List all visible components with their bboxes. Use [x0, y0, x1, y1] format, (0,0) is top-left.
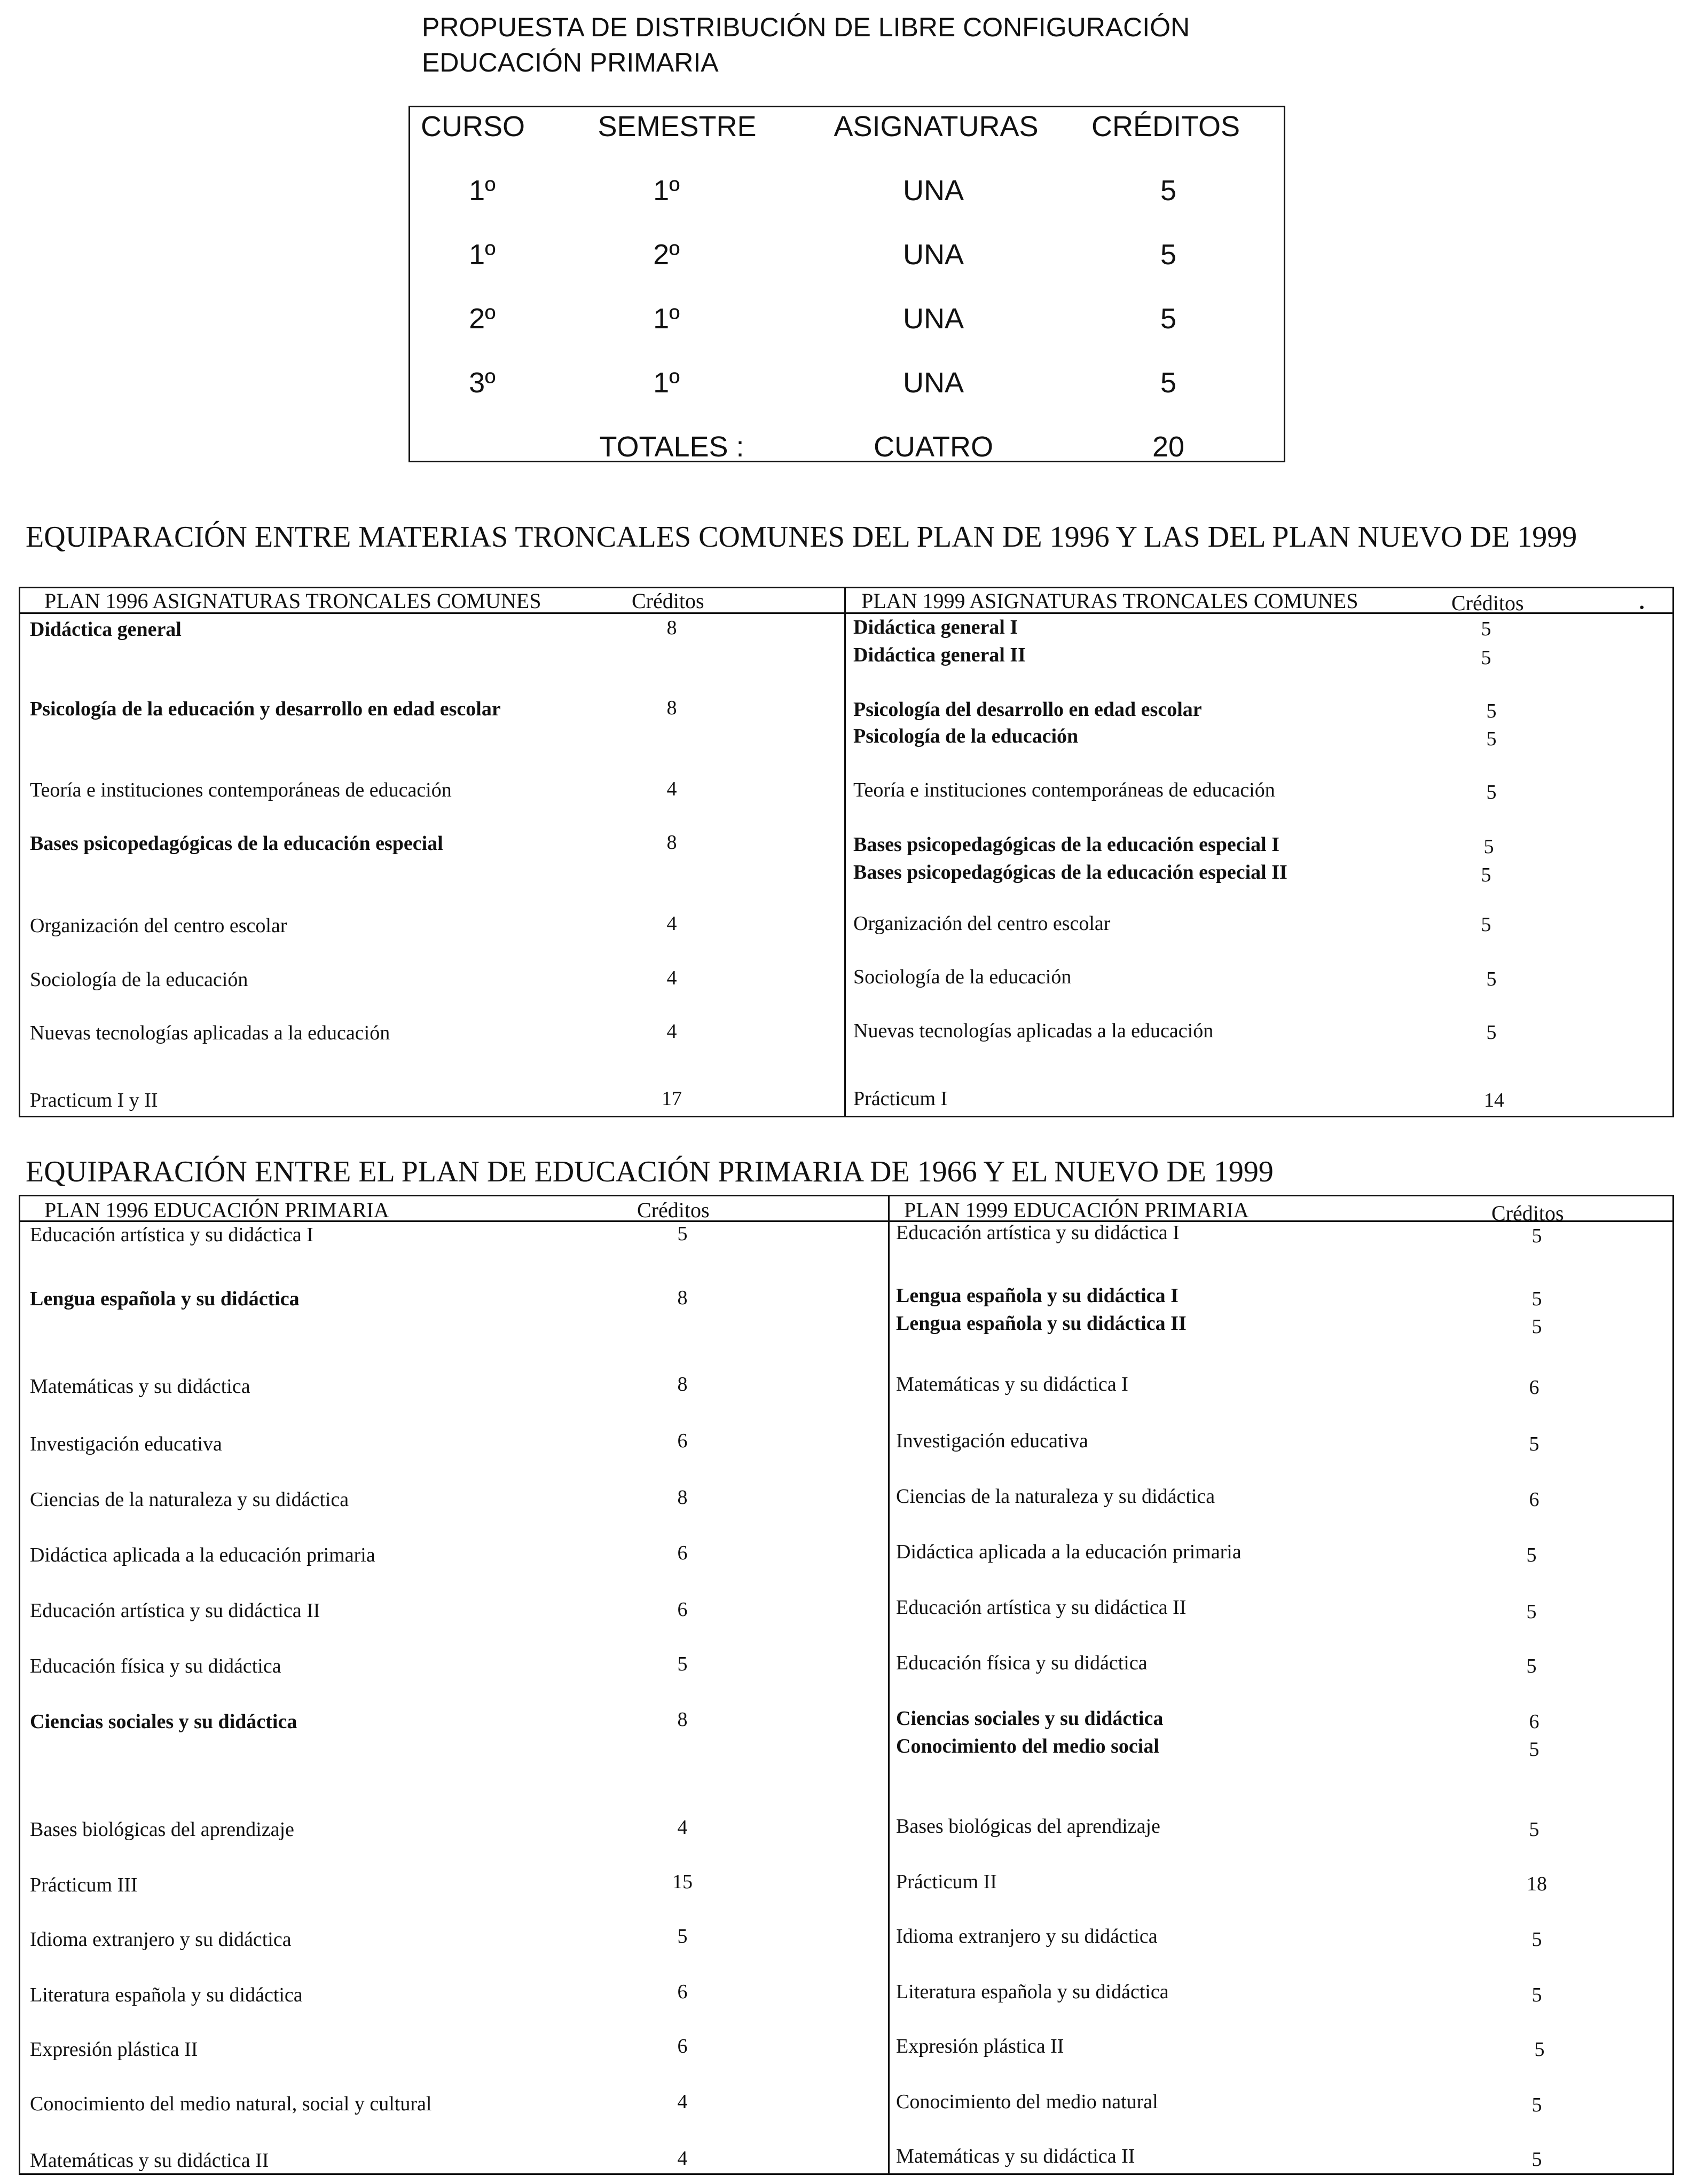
t3-right-credits: 6	[1529, 1376, 1539, 1399]
t2-right-row: Nuevas tecnologías aplicadas a la educación	[853, 1020, 1214, 1042]
section2-title: EQUIPARACIÓN ENTRE MATERIAS TRONCALES COMUNES DEL PLAN DE 1996 Y LAS DEL PLAN NUEVO DE 1999	[26, 521, 1577, 554]
t2-left-credits: 4	[666, 778, 677, 800]
t2-right-credits: 5	[1486, 781, 1497, 803]
t3-right-credits: 5	[1531, 1288, 1542, 1310]
t3-right-row: Idioma extranjero y su didáctica	[896, 1925, 1158, 1948]
t3-left-header: PLAN 1996 EDUCACIÓN PRIMARIA	[44, 1198, 389, 1222]
t2-left-row: Sociología de la educación	[30, 968, 248, 991]
t2-right-credits: 5	[1481, 864, 1491, 886]
t3-right-row: Ciencias sociales y su didáctica	[896, 1707, 1164, 1730]
t2-right-credits: 5	[1486, 968, 1497, 990]
t2-left-row: Nuevas tecnologías aplicadas a la educación	[30, 1022, 390, 1044]
t3-left-row: Educación artística y su didáctica I	[30, 1224, 313, 1246]
t3-right-credits: 5	[1526, 1600, 1537, 1623]
t3-right-credits: 5	[1531, 2094, 1542, 2116]
t2-left-credits: 17	[662, 1087, 682, 1110]
t3-left-row: Matemáticas y su didáctica	[30, 1375, 250, 1398]
libre-configuracion-table	[408, 106, 1285, 462]
t3-left-credits: 6	[677, 2035, 688, 2057]
t2-right-header: PLAN 1999 ASIGNATURAS TRONCALES COMUNES	[861, 589, 1358, 613]
t2-left-row: Psicología de la educación y desarrollo en edad escolar	[30, 698, 501, 720]
t3-right-row: Matemáticas y su didáctica II	[896, 2145, 1135, 2167]
t3-left-credits: 5	[677, 1653, 688, 1675]
t2-left-row: Bases psicopedagógicas de la educación especial	[30, 832, 443, 855]
t3-right-header: PLAN 1999 EDUCACIÓN PRIMARIA	[904, 1198, 1249, 1222]
t3-right-row: Lengua española y su didáctica I	[896, 1284, 1179, 1307]
t3-left-credits: 6	[677, 1430, 688, 1452]
t3-left-row: Idioma extranjero y su didáctica	[30, 1928, 292, 1951]
row-1-creditos: 5	[1160, 175, 1177, 207]
t3-right-row: Educación artística y su didáctica I	[896, 1221, 1180, 1244]
t2-left-credits: 8	[666, 617, 677, 639]
t3-right-credits-header: Créditos	[1491, 1201, 1564, 1225]
t2-left-credits-header: Créditos	[632, 589, 704, 613]
t3-left-credits: 8	[677, 1486, 688, 1509]
t3-right-row: Ciencias de la naturaleza y su didáctica	[896, 1485, 1215, 1508]
t3-left-row: Conocimiento del medio natural, social y cultural	[30, 2093, 432, 2115]
header-curso: CURSO	[421, 111, 525, 143]
primaria-comparison-table	[19, 1195, 1674, 2175]
row-4-creditos: 5	[1160, 367, 1177, 399]
t3-right-row: Literatura española y su didáctica	[896, 1981, 1169, 2003]
t3-left-credits: 15	[672, 1871, 693, 1893]
t2-right-row: Teoría e instituciones contemporáneas de educación	[853, 779, 1275, 801]
t3-right-credits: 5	[1531, 1984, 1542, 2006]
t2-right-row: Prácticum I	[853, 1087, 948, 1110]
troncales-comparison-table	[19, 587, 1674, 1117]
t2-right-row: Didáctica general II	[853, 644, 1026, 666]
t3-right-row: Bases biológicas del aprendizaje	[896, 1815, 1160, 1838]
t2-right-credits: 5	[1486, 1021, 1497, 1044]
header-asignaturas: ASIGNATURAS	[834, 111, 1039, 143]
t3-left-row: Matemáticas y su didáctica II	[30, 2149, 269, 2172]
t3-right-row: Educación física y su didáctica	[896, 1652, 1148, 1674]
t3-left-credits: 8	[677, 1287, 688, 1309]
t3-left-row: Ciencias de la naturaleza y su didáctica	[30, 1488, 349, 1511]
t3-right-credits: 5	[1534, 2038, 1545, 2061]
t3-right-row: Educación artística y su didáctica II	[896, 1596, 1187, 1619]
header-title-line2: EDUCACIÓN PRIMARIA	[422, 48, 719, 77]
t3-right-row: Prácticum II	[896, 1871, 997, 1893]
t3-left-row: Expresión plástica II	[30, 2038, 198, 2061]
t3-right-credits: 5	[1529, 1433, 1539, 1455]
t3-left-row: Educación física y su didáctica	[30, 1655, 281, 1677]
t3-right-credits: 5	[1531, 1225, 1542, 1247]
t3-right-row: Investigación educativa	[896, 1430, 1088, 1452]
t3-right-credits: 5	[1529, 1818, 1539, 1841]
t3-right-credits: 5	[1531, 2148, 1542, 2171]
t3-right-row: Lengua española y su didáctica II	[896, 1312, 1187, 1335]
t3-right-row: Matemáticas y su didáctica I	[896, 1373, 1128, 1395]
row-4-curso: 3º	[469, 367, 496, 399]
t3-left-credits: 4	[677, 2147, 688, 2170]
t3-left-credits: 6	[677, 1542, 688, 1564]
t3-right-row: Expresión plástica II	[896, 2035, 1064, 2057]
t3-left-row: Didáctica aplicada a la educación primaria	[30, 1544, 375, 1566]
totals-asignaturas: CUATRO	[874, 431, 993, 463]
t2-left-credits: 4	[666, 912, 677, 935]
t2-right-credits: 14	[1484, 1089, 1504, 1111]
totals-label: TOTALES :	[599, 431, 744, 463]
row-4-asignaturas: UNA	[902, 367, 964, 399]
t3-right-credits: 18	[1527, 1873, 1547, 1895]
header-title-line1: PROPUESTA DE DISTRIBUCIÓN DE LIBRE CONFIGURACIÓN	[422, 12, 1190, 42]
row-2-curso: 1º	[469, 239, 496, 271]
section3-title: EQUIPARACIÓN ENTRE EL PLAN DE EDUCACIÓN PRIMARIA DE 1966 Y EL NUEVO DE 1999	[26, 1155, 1274, 1188]
t2-right-credits: 5	[1481, 646, 1491, 669]
t3-right-credits: 6	[1529, 1488, 1539, 1511]
t2-right-row: Psicología del desarrollo en edad escolar	[853, 698, 1202, 721]
t2-right-credits: 5	[1486, 700, 1497, 722]
t2-left-credits: 4	[666, 967, 677, 989]
t2-left-row: Practicum I y II	[30, 1089, 158, 1111]
t3-left-row: Lengua española y su didáctica	[30, 1288, 300, 1310]
t2-left-row: Organización del centro escolar	[30, 914, 287, 937]
row-2-asignaturas: UNA	[902, 239, 964, 271]
row-3-curso: 2º	[469, 303, 496, 335]
t3-left-credits: 8	[677, 1708, 688, 1731]
t3-left-credits: 4	[677, 1816, 688, 1839]
row-3-creditos: 5	[1160, 303, 1177, 335]
t3-right-row: Conocimiento del medio natural	[896, 2091, 1158, 2113]
t2-right-credits: 5	[1481, 913, 1491, 936]
t2-right-credits: 5	[1486, 728, 1497, 750]
t2-right-row: Bases psicopedagógicas de la educación especial I	[853, 833, 1280, 856]
t3-right-credits: 5	[1526, 1544, 1537, 1566]
row-3-asignaturas: UNA	[902, 303, 964, 335]
header-creditos: CRÉDITOS	[1091, 111, 1240, 143]
t3-left-row: Investigación educativa	[30, 1433, 222, 1455]
t2-right-credits-header: Créditos	[1451, 591, 1524, 615]
t2-mark: ·	[1638, 595, 1646, 619]
t3-right-credits: 5	[1529, 1738, 1539, 1761]
t3-right-row: Conocimiento del medio social	[896, 1735, 1159, 1757]
row-1-semestre: 1º	[653, 175, 680, 207]
t2-right-row: Sociología de la educación	[853, 966, 1072, 988]
t2-left-row: Didáctica general	[30, 618, 182, 641]
header-semestre: SEMESTRE	[598, 111, 757, 143]
t2-right-row: Psicología de la educación	[853, 725, 1079, 747]
t3-right-row: Didáctica aplicada a la educación primaria	[896, 1541, 1242, 1563]
t3-right-credits: 5	[1531, 1315, 1542, 1338]
t2-right-row: Organización del centro escolar	[853, 912, 1111, 935]
t3-left-credits: 6	[677, 1598, 688, 1621]
t3-left-credits: 6	[677, 1981, 688, 2003]
t2-right-credits: 5	[1483, 835, 1494, 858]
t3-left-row: Literatura española y su didáctica	[30, 1984, 303, 2006]
t2-right-row: Didáctica general I	[853, 616, 1018, 638]
totals-creditos: 20	[1152, 431, 1185, 463]
t3-left-credits: 5	[677, 1223, 688, 1245]
t3-left-credits: 5	[677, 1925, 688, 1948]
t2-right-credits: 5	[1481, 618, 1491, 640]
t2-left-credits: 8	[666, 697, 677, 719]
t2-left-header: PLAN 1996 ASIGNATURAS TRONCALES COMUNES	[44, 589, 541, 613]
t3-right-credits: 5	[1526, 1655, 1537, 1677]
t3-right-credits: 5	[1531, 1928, 1542, 1951]
t3-left-credits: 4	[677, 2091, 688, 2113]
t3-left-row: Prácticum III	[30, 1874, 138, 1896]
t3-left-credits: 8	[677, 1373, 688, 1395]
row-1-asignaturas: UNA	[902, 175, 964, 207]
t3-left-row: Bases biológicas del aprendizaje	[30, 1818, 294, 1841]
t2-left-row: Teoría e instituciones contemporáneas de educación	[30, 779, 452, 801]
t3-right-credits: 6	[1529, 1710, 1539, 1733]
row-3-semestre: 1º	[653, 303, 680, 335]
document-header	[422, 10, 1190, 80]
row-1-curso: 1º	[469, 175, 496, 207]
row-4-semestre: 1º	[653, 367, 680, 399]
t3-left-row: Educación artística y su didáctica II	[30, 1599, 320, 1622]
row-2-creditos: 5	[1160, 239, 1177, 271]
t3-left-row: Ciencias sociales y su didáctica	[30, 1710, 297, 1733]
t2-right-row: Bases psicopedagógicas de la educación especial II	[853, 861, 1287, 884]
t3-left-credits-header: Créditos	[637, 1198, 710, 1222]
t2-left-credits: 4	[666, 1020, 677, 1043]
t2-left-credits: 8	[666, 831, 677, 854]
row-2-semestre: 2º	[653, 239, 680, 271]
